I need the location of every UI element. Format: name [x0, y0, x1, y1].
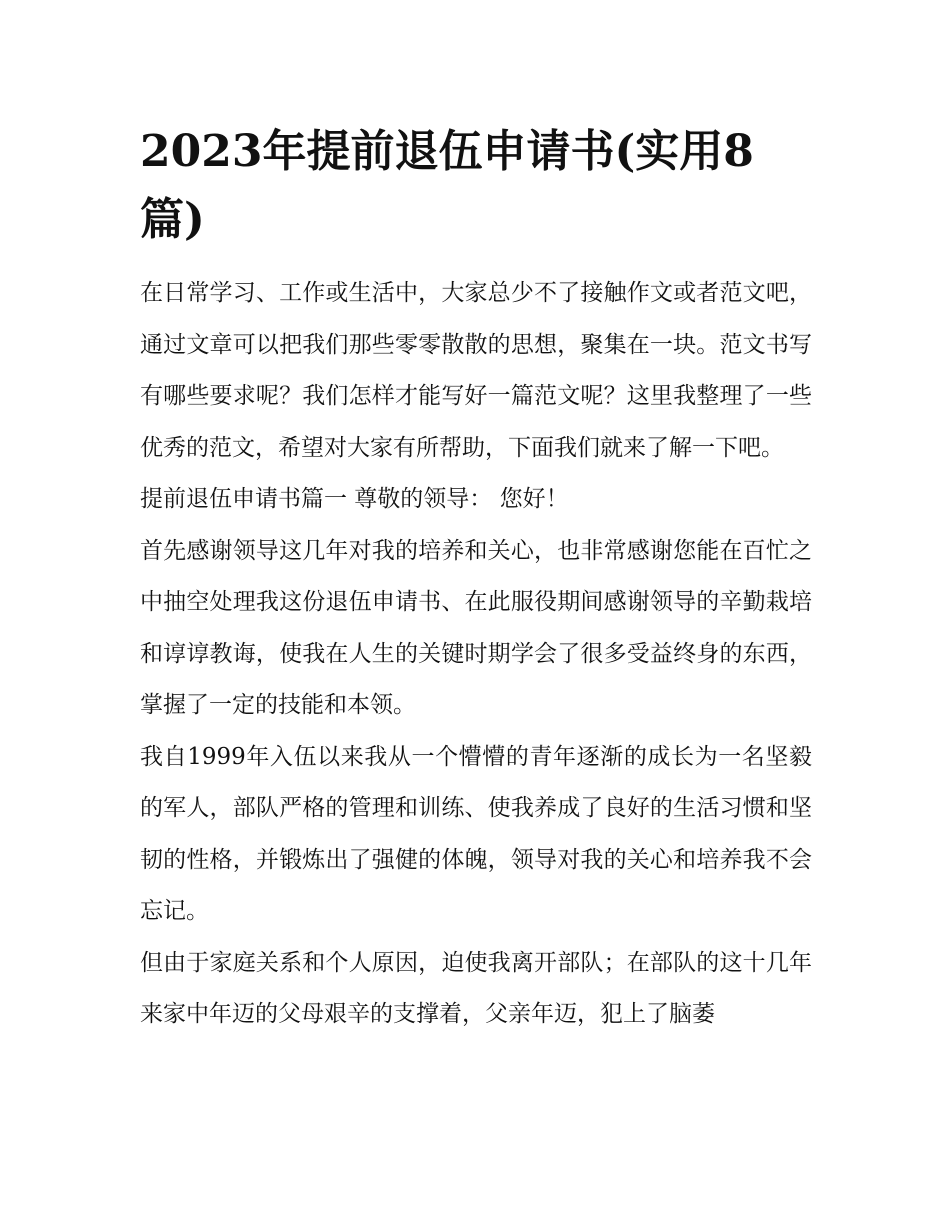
- paragraph-intro: 在日常学习、工作或生活中，大家总少不了接触作文或者范文吧，通过文章可以把我们那些零零散散的思想，聚集在一块。范文书写有哪些要求呢？我们怎样才能写好一篇范文呢？这里我整理了一些优秀的范文，希望对大家有所帮助，下面我们就来了解一下吧。: [140, 280, 812, 461]
- document-title: 2023年提前退伍申请书(实用8篇): [140, 126, 754, 245]
- document-page: [140, 118, 812, 1041]
- paragraph-thanks: 首先感谢领导这几年对我的培养和关心，也非常感谢您能在百忙之中抽空处理我这份退伍申请书、在此服役期间感谢领导的辛勤栽培和谆谆教诲，使我在人生的关键时期学会了很多受益终身的东西，掌握了一定的技能和本领。: [140, 537, 812, 718]
- paragraph-reason: 但由于家庭关系和个人原因，迫使我离开部队；在部队的这十几年来家中年迈的父母艰辛的支撑着，父亲年迈，犯上了脑萎: [140, 949, 812, 1027]
- paragraph-salutation: 提前退伍申请书篇一 尊敬的领导： 您好！: [140, 486, 569, 512]
- paragraph-service: 我自1999年入伍以来我从一个懵懵的青年逐渐的成长为一名坚毅的军人，部队严格的管理和训练、使我养成了良好的生活习惯和坚韧的性格，并锻炼出了强健的体魄，领导对我的关心和培养我不会忘记。: [140, 743, 812, 924]
